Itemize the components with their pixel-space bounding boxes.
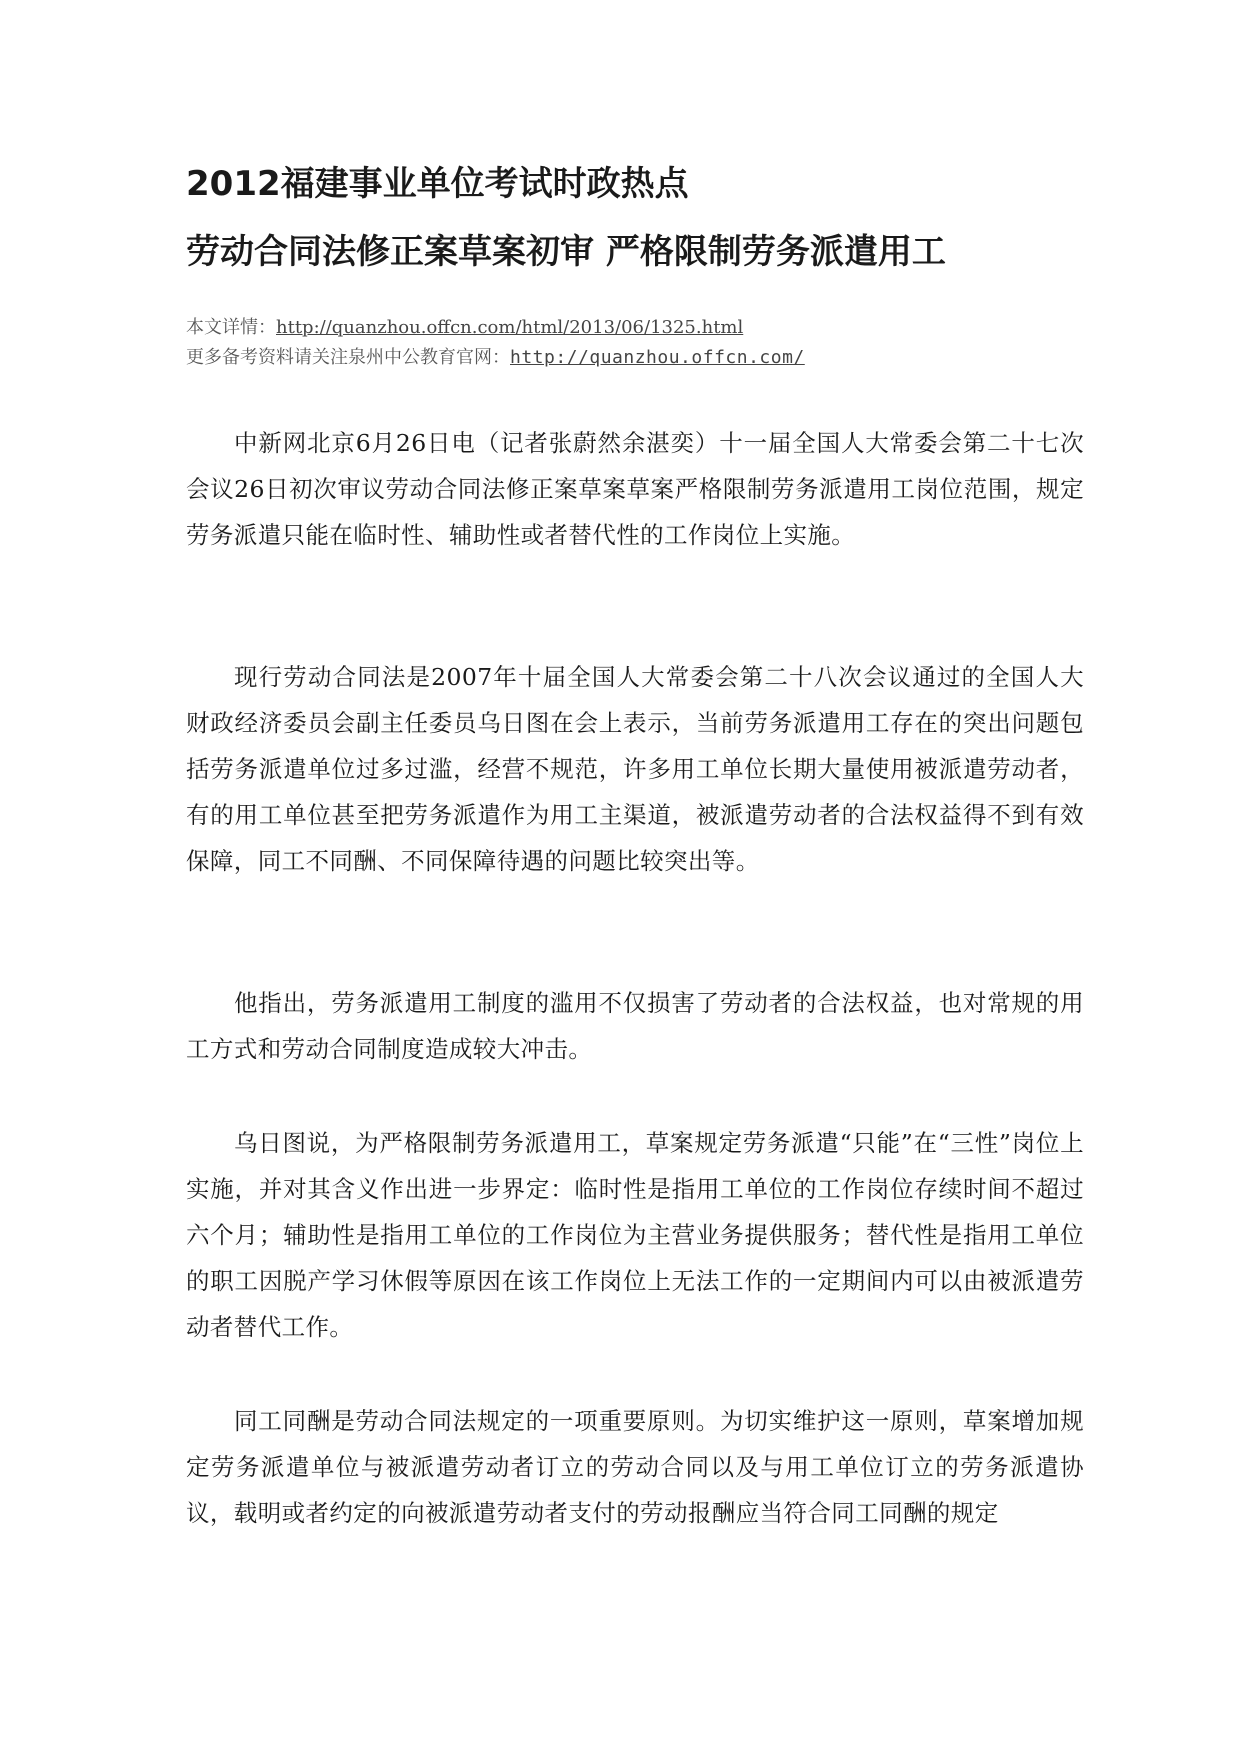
source-detail-label: 本文详情： — [186, 317, 276, 338]
document-subtitle: 劳动合同法修正案草案初审 严格限制劳务派遣用工 — [186, 232, 946, 272]
more-resources-line — [186, 346, 805, 370]
body-paragraph: 同工同酬是劳动合同法规定的一项重要原则。为切实维护这一原则，草案增加规定劳务派遣单位与被派遣劳动者订立的劳动合同以及与用工单位订立的劳务派遣协议，载明或者约定的向被派遣劳动者支付的劳动报酬应当符合同工同酬的规定 — [186, 1407, 1084, 1527]
body-paragraph: 乌日图说，为严格限制劳务派遣用工，草案规定劳务派遣“只能”在“三性”岗位上实施，并对其含义作出进一步界定：临时性是指用工单位的工作岗位存续时间不超过六个月；辅助性是指用工单位的工作岗位为主营业务提供服务；替代性是指用工单位的职工因脱产学习休假等原因在该工作岗位上无法工作的一定期间内可以由被派遣劳动者替代工作。 — [186, 1129, 1084, 1341]
source-detail-link[interactable]: http://quanzhou.offcn.com/html/2013/06/1325.html — [276, 317, 744, 338]
official-site-link[interactable]: http://quanzhou.offcn.com/ — [510, 347, 805, 368]
source-detail-line — [186, 316, 743, 340]
document-title: 2012福建事业单位考试时政热点 — [186, 164, 689, 204]
body-paragraph: 他指出，劳务派遣用工制度的滥用不仅损害了劳动者的合法权益，也对常规的用工方式和劳动合同制度造成较大冲击。 — [186, 989, 1084, 1063]
more-resources-label: 更多备考资料请关注泉州中公教育官网： — [186, 347, 510, 368]
body-paragraph: 现行劳动合同法是2007年十届全国人大常委会第二十八次会议通过的全国人大财政经济委员会副主任委员乌日图在会上表示，当前劳务派遣用工存在的突出问题包括劳务派遣单位过多过滥，经营不规范，许多用工单位长期大量使用被派遣劳动者，有的用工单位甚至把劳务派遣作为用工主渠道，被派遣劳动者的合法权益得不到有效保障，同工不同酬、不同保障待遇的问题比较突出等。 — [186, 663, 1084, 875]
body-paragraph: 中新网北京6月26日电（记者张蔚然余湛奕）十一届全国人大常委会第二十七次会议26日初次审议劳动合同法修正案草案草案严格限制劳务派遣用工岗位范围，规定劳务派遣只能在临时性、辅助性或者替代性的工作岗位上实施。 — [186, 429, 1084, 549]
